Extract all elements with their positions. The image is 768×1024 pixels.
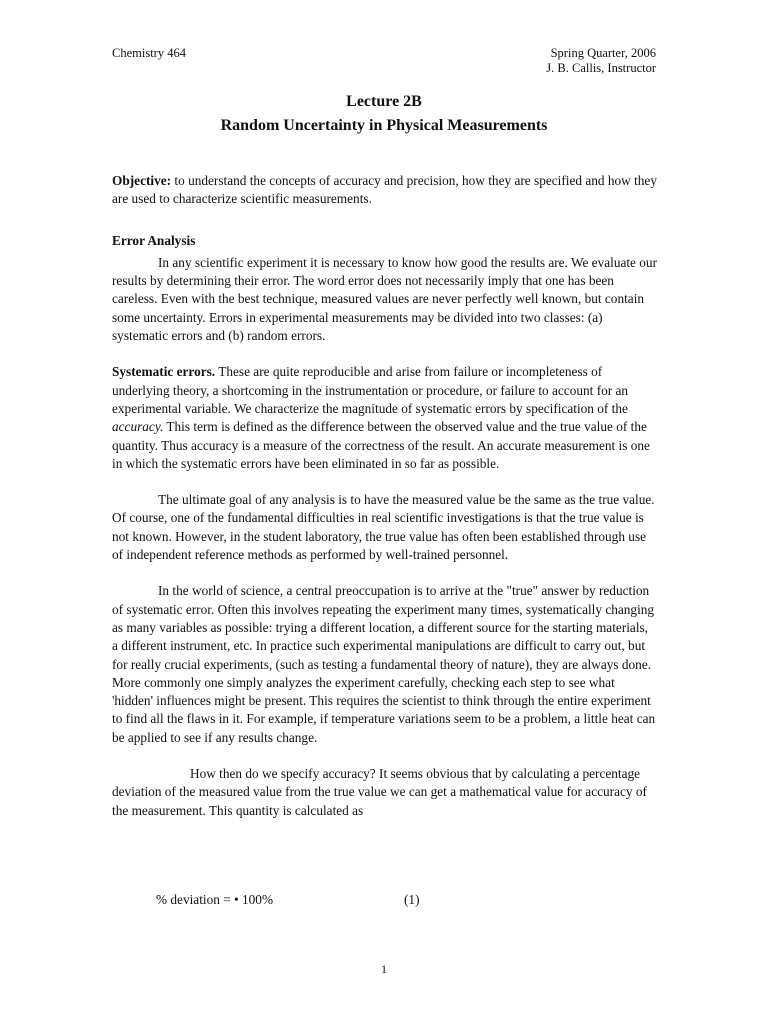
error-analysis-paragraph: In any scientific experiment it is necessary to know how good the results are. We evaluate our results by determining their error. The word error does not necessarily imply that one has been careless. Even with the best technique, measured values are never perfectly well known, but contain some uncertainty. Errors in experimental measurements may be divided into two classes: (a) systematic errors and (b) random errors. <box>112 254 658 344</box>
formula-expression: % deviation = • 100% <box>156 892 274 907</box>
equation-number: (1) <box>404 892 420 907</box>
accuracy-term: accuracy. <box>112 419 164 435</box>
course-name: Chemistry 464 <box>112 46 186 60</box>
error-analysis-heading: Error Analysis <box>112 232 196 248</box>
objective-paragraph <box>112 172 657 209</box>
systematic-text-after: This term is defined as the difference between the observed value and the true value of the quantity. Thus accuracy is a measure of the correctness of the result. An accurate measurement is one in which the systematic errors have been eliminated in so far as possible. <box>112 419 650 471</box>
title-block <box>0 90 768 138</box>
deviation-formula <box>156 891 420 909</box>
systematic-errors-paragraph <box>112 363 657 473</box>
lecture-title: Lecture 2B <box>346 93 422 110</box>
term: Spring Quarter, 2006 <box>550 46 656 60</box>
systematic-errors-label: Systematic errors. <box>112 364 216 380</box>
objective-label: Objective: <box>112 173 172 188</box>
lecture-topic: Random Uncertainty in Physical Measurements <box>220 117 548 134</box>
systematic-text-before: These are quite reproducible and arise from failure or incompleteness of underlying theory, a shortcoming in the instrumentation or procedure, or failure to account for an experimental variable. We characterize the magnitude of systematic errors by specification of the <box>112 364 629 416</box>
header-right <box>546 46 656 76</box>
ultimate-goal-paragraph: The ultimate goal of any analysis is to have the measured value be the same as the true value. Of course, one of the fundamental difficulties in real scientific investigations is that the true value is not known. However, in the student laboratory, the true value has often been established through use of independent reference methods as performed by well-trained personnel. <box>112 492 655 563</box>
world-of-science-paragraph: In the world of science, a central preoccupation is to arrive at the "true" answer by reduction of systematic error. Often this involves repeating the experiment many times, systematically changing as many variables as possible: trying a different location, a different source for the starting materials, a different instrument, etc. In practice such experimental manipulations are difficult to carry out, but for really crucial experiments, (such as testing a fundamental theory of nature), they are always done. More commonly one simply analyzes the experiment carefully, checking each step to see what 'hidden' influences might be present. This requires the scientist to think through the entire experiment to find all the flaws in it. For example, if temperature variations seem to be a problem, a little heat can be applied to see if any results change. <box>112 583 656 745</box>
objective-text: to understand the concepts of accuracy and precision, how they are specified and how they are used to characterize scientific measurements. <box>112 173 657 207</box>
page-number: 1 <box>381 962 387 976</box>
document-body <box>112 172 657 820</box>
instructor: J. B. Callis, Instructor <box>546 61 656 75</box>
specify-accuracy-paragraph: How then do we specify accuracy? It seems obvious that by calculating a percentage deviation of the measured value from the true value we can get a mathematical value for accuracy of the measurement. This quantity is calculated as <box>112 766 647 818</box>
